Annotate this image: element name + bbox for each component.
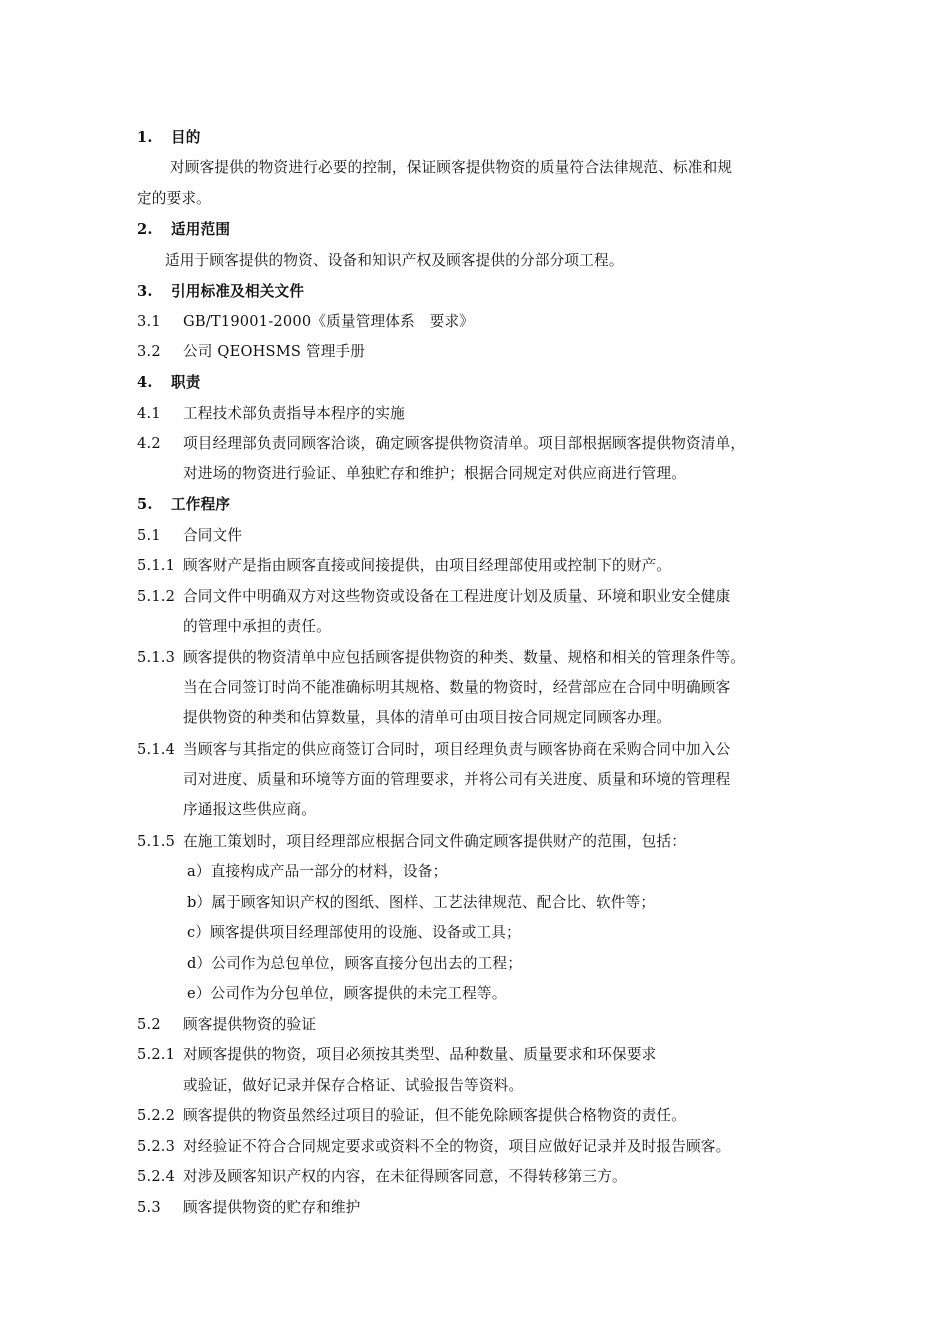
clause-continuation: 或验证，做好记录并保存合格证、试验报告等资料。 (183, 1077, 524, 1094)
clause-continuation: 序通报这些供应商。 (183, 801, 317, 818)
clause: 5.1 合同文件 (137, 527, 243, 544)
clause: 5.2.1 对顾客提供的物资，项目必须按其类型、品种数量、质量要求和环保要求 (137, 1046, 657, 1063)
clause: 3.2 公司 QEOHSMS 管理手册 (137, 343, 366, 360)
clause: 5.1.4 当顾客与其指定的供应商签订合同时，项目经理负责与顾客协商在采购合同中加入公 (137, 741, 731, 758)
clause-continuation: 的管理中承担的责任。 (183, 618, 331, 635)
clause: 5.2 顾客提供物资的验证 (137, 1016, 317, 1033)
section-heading: 3. 引用标准及相关文件 (137, 283, 305, 300)
list-item: e）公司作为分包单位，顾客提供的未完工程等。 (187, 985, 507, 1002)
list-item: a）直接构成产品一部分的材料，设备； (187, 863, 448, 880)
clause: 5.2.3 对经验证不符合合同规定要求或资料不全的物资，项目应做好记录并及时报告顾客。 (137, 1138, 731, 1155)
clause: 5.1.5 在施工策划时，项目经理部应根据合同文件确定顾客提供财产的范围，包括： (137, 833, 686, 850)
list-item: d）公司作为总包单位，顾客直接分包出去的工程； (187, 955, 523, 972)
paragraph: 对顾客提供的物资进行必要的控制，保证顾客提供物资的质量符合法律规范、标准和规 (170, 159, 733, 176)
section-heading: 2. 适用范围 (137, 221, 231, 238)
paragraph: 适用于顾客提供的物资、设备和知识产权及顾客提供的分部分项工程。 (165, 252, 624, 269)
list-item: b）属于顾客知识产权的图纸、图样、工艺法律规范、配合比、软件等； (187, 894, 656, 911)
section-heading: 5. 工作程序 (137, 496, 231, 513)
clause: 5.2.4 对涉及顾客知识产权的内容，在未征得顾客同意，不得转移第三方。 (137, 1168, 627, 1185)
clause: 5.1.2 合同文件中明确双方对这些物资或设备在工程进度计划及质量、环境和职业安全健康 (137, 588, 731, 605)
list-item: c）顾客提供项目经理部使用的设施、设备或工具； (187, 924, 521, 941)
clause-continuation: 对进场的物资进行验证、单独贮存和维护；根据合同规定对供应商进行管理。 (183, 465, 686, 482)
clause: 5.3 顾客提供物资的贮存和维护 (137, 1199, 361, 1216)
clause-continuation: 提供物资的种类和估算数量，具体的清单可由项目按合同规定同顾客办理。 (183, 709, 672, 726)
clause-continuation: 司对进度、质量和环境等方面的管理要求，并将公司有关进度、质量和环境的管理程 (183, 771, 731, 788)
clause-continuation: 当在合同签订时尚不能准确标明其规格、数量的物资时，经营部应在合同中明确顾客 (183, 679, 731, 696)
paragraph: 定的要求。 (137, 190, 211, 207)
clause: 5.2.2 顾客提供的物资虽然经过项目的验证，但不能免除顾客提供合格物资的责任。 (137, 1107, 686, 1124)
clause: 4.1 工程技术部负责指导本程序的实施 (137, 405, 405, 422)
clause: 5.1.3 顾客提供的物资清单中应包括顾客提供物资的种类、数量、规格和相关的管理条件等。 (137, 649, 746, 666)
section-heading: 4. 职责 (137, 374, 201, 391)
clause: 5.1.1 顾客财产是指由顾客直接或间接提供，由项目经理部使用或控制下的财产。 (137, 557, 672, 574)
clause: 4.2 项目经理部负责同顾客洽谈，确定顾客提供物资清单。项目部根据顾客提供物资清单， (137, 435, 746, 452)
section-heading: 1. 目的 (137, 129, 201, 146)
clause: 3.1 GB/T19001-2000《质量管理体系 要求》 (137, 313, 475, 330)
